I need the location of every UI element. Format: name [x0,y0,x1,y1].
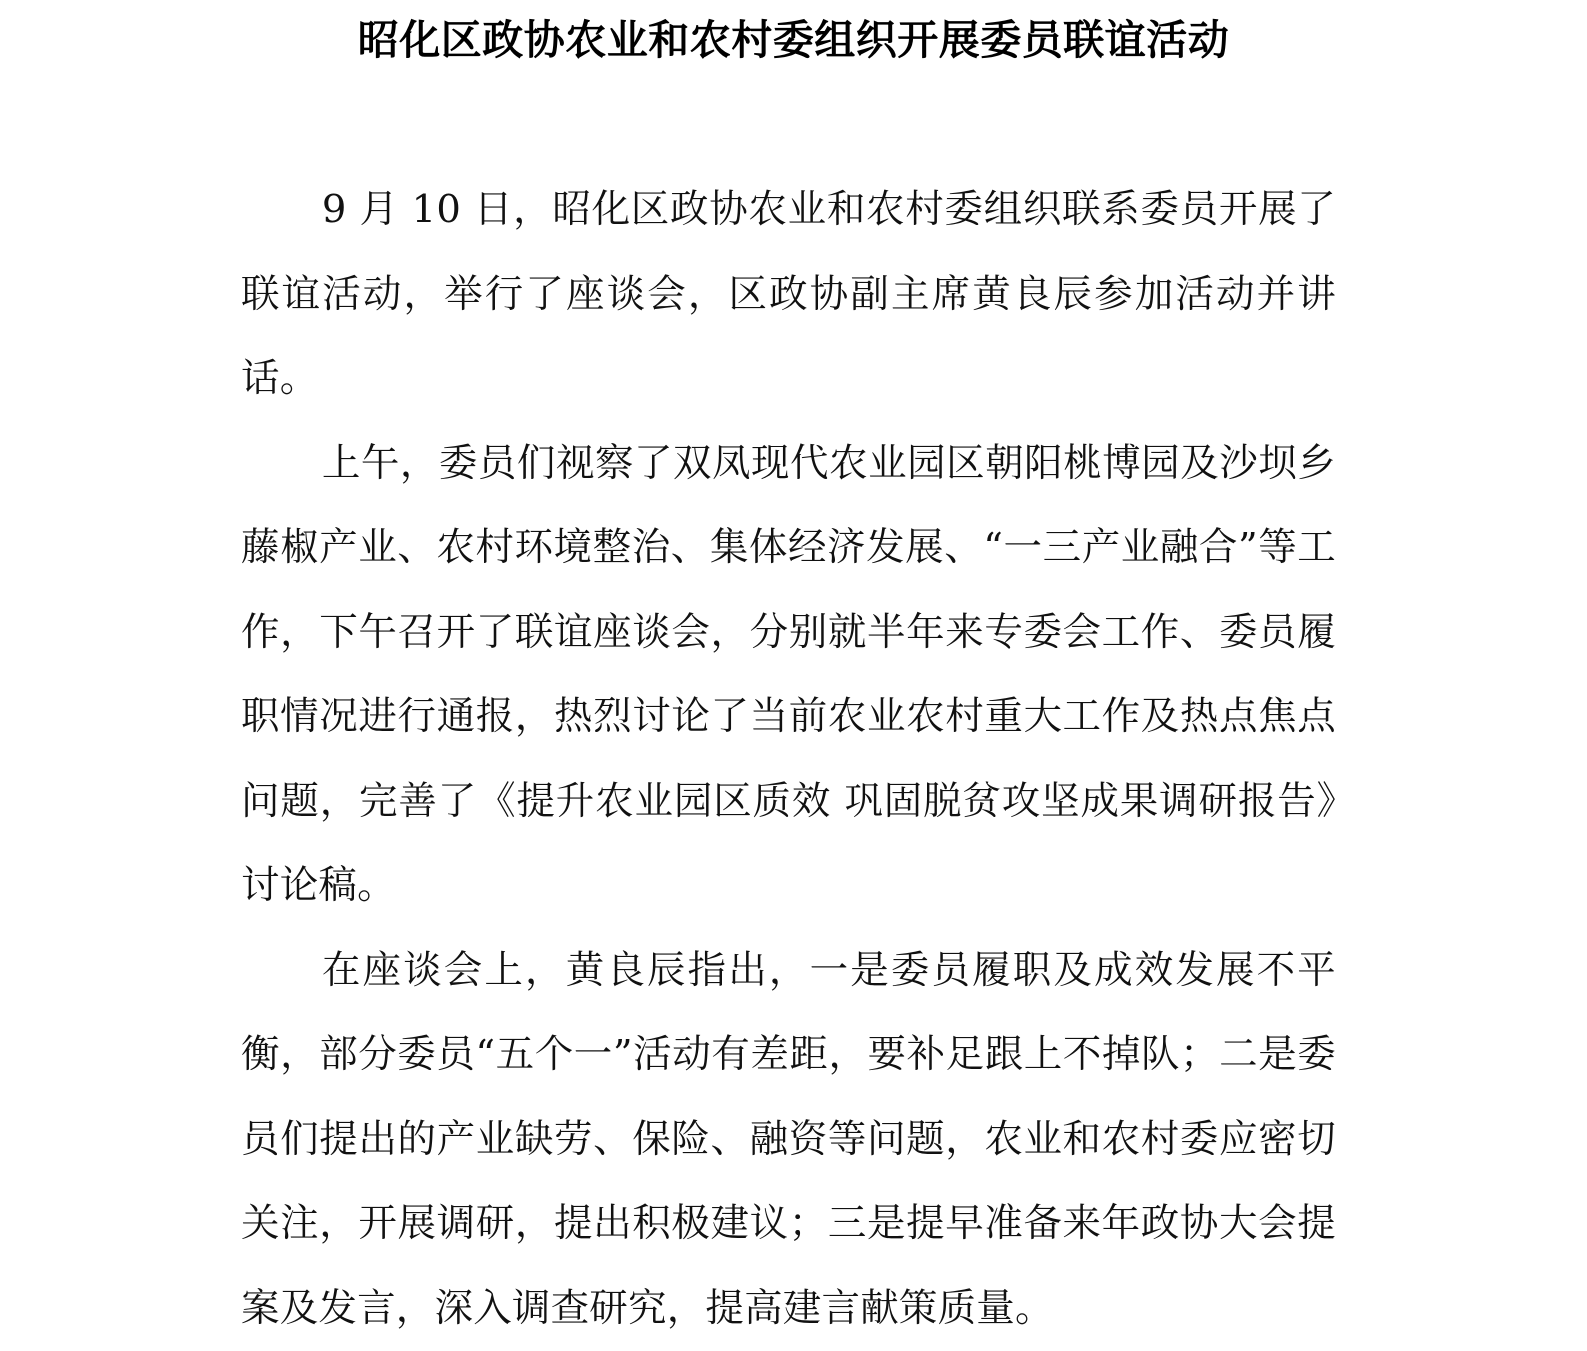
document-title: 昭化区政协农业和农村委组织开展委员联谊活动 [0,12,1587,68]
paragraph-3: 在座谈会上，黄良辰指出，一是委员履职及成效发展不平衡，部分委员“五个一”活动有差距，要补足跟上不掉队；二是委员们提出的产业缺劳、保险、融资等问题，农业和农村委应密切关注，开展调研，提出积极建议；三是提早准备来年政协大会提案及发言，深入调查研究，提高建言献策质量。 [241,929,1336,1351]
paragraph-2: 上午，委员们视察了双凤现代农业园区朝阳桃博园及沙坝乡藤椒产业、农村环境整治、集体经济发展、“一三产业融合”等工作，下午召开了联谊座谈会，分别就半年来专委会工作、委员履职情况进行通报，热烈讨论了当前农业农村重大工作及热点焦点问题，完善了《提升农业园区质效 巩固脱贫攻坚成果调研报告》讨论稿。 [241,422,1336,929]
document-body [241,168,1336,1351]
paragraph-1: 9 月 10 日，昭化区政协农业和农村委组织联系委员开展了联谊活动，举行了座谈会，区政协副主席黄良辰参加活动并讲话。 [241,168,1336,422]
